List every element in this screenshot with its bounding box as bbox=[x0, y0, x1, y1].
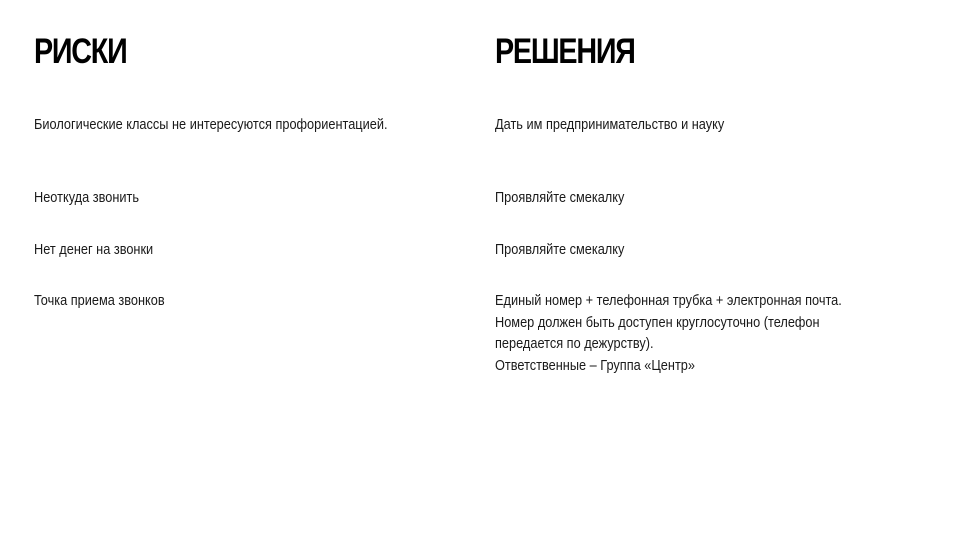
solution-2-line-1: Проявляйте смекалку bbox=[495, 190, 625, 206]
solution-text-4 bbox=[495, 291, 842, 377]
risk-text-4: Точка приема звонков bbox=[34, 293, 165, 309]
solution-3-line-1: Проявляйте смекалку bbox=[495, 242, 625, 258]
solution-text-3 bbox=[495, 240, 624, 262]
risks-heading: РИСКИ bbox=[34, 32, 127, 71]
solution-4-line-3: передается по дежурству). bbox=[495, 336, 654, 352]
solution-text-2 bbox=[495, 188, 624, 210]
solution-4-line-4: Ответственные – Группа «Центр» bbox=[495, 357, 695, 374]
solution-4-line-2: Номер должен быть доступен круглосуточно (телефон bbox=[495, 314, 820, 331]
risk-text-2: Неоткуда звонить bbox=[34, 190, 139, 206]
solutions-heading: РЕШЕНИЯ bbox=[495, 32, 635, 71]
solution-4-line-1: Единый номер + телефонная трубка + электронная почта. bbox=[495, 293, 842, 309]
solution-text-1 bbox=[495, 115, 724, 137]
risk-text-1: Биологические классы не интересуются профориентацией. bbox=[34, 117, 388, 133]
solution-1-line-1: Дать им предпринимательство и науку bbox=[495, 117, 725, 133]
risk-text-3: Нет денег на звонки bbox=[34, 242, 154, 258]
